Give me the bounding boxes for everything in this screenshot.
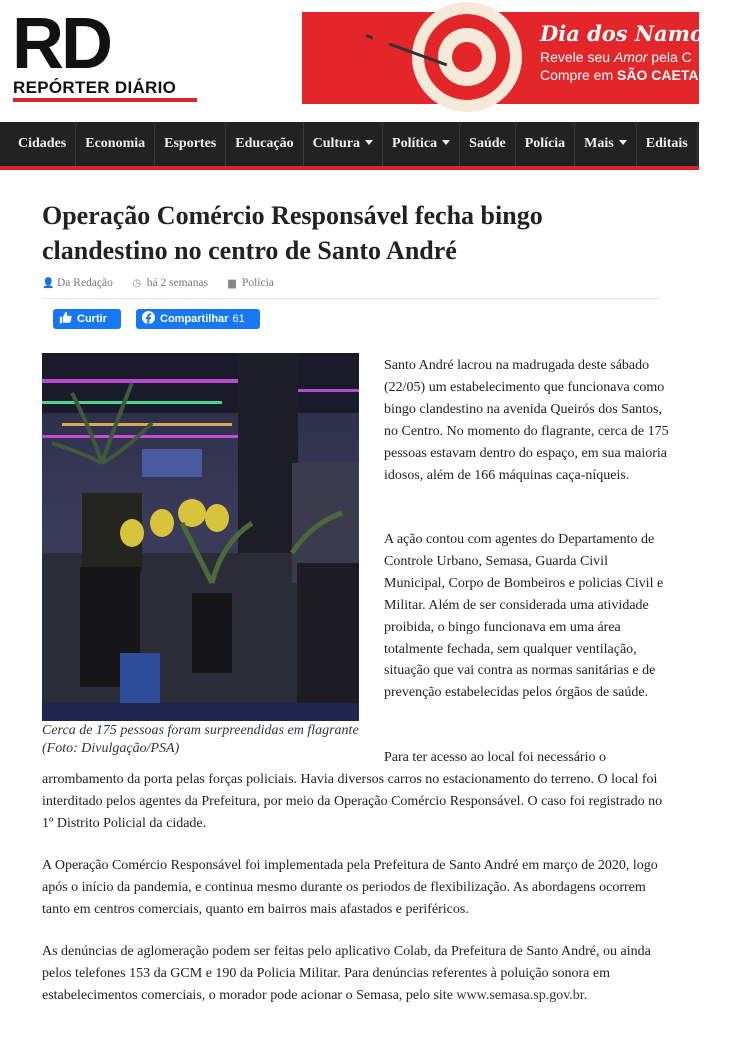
facebook-like-button[interactable]: Curtir — [53, 309, 121, 329]
nav-item-editais[interactable]: Editais — [637, 122, 698, 166]
site-logo[interactable] — [12, 4, 202, 106]
site-header — [0, 0, 729, 122]
ad-banner[interactable] — [302, 12, 729, 104]
meta-author[interactable]: 👤 Da Redação — [42, 277, 113, 289]
article-paragraph-4: A Operação Comércio Responsável foi implementada pela Prefeitura de Santo André em março de 2020, logo após o início da pandemia, e continua mesmo durante os periodos de flexibilização. As abordagens ocorrem tanto em centros comerciais, quanto em bairros mais afastados e periféricos. — [42, 858, 658, 917]
clock-icon: ◷ — [132, 278, 142, 289]
nav-item-politica[interactable]: Política — [383, 122, 460, 166]
article-paragraph-1: Santo André lacrou na madrugada deste sábado (22/05) um estabelecimento que funcionava como bingo clandestino na avenida Queirós dos Santos, no Centro. No momento do flagrante, cerca de 175 pessoas estavam dentro do espaço, em sua maioria idosos, além de 166 máquinas caça-níqueis. — [384, 358, 669, 483]
nav-item-educacao[interactable]: Educação — [226, 122, 303, 166]
meta-time: ◷ há 2 semanas — [132, 277, 209, 289]
nav-item-saude[interactable]: Saúde — [460, 122, 516, 166]
banner-text — [540, 20, 729, 84]
facebook-icon — [142, 311, 155, 324]
thumbs-up-icon — [59, 311, 72, 324]
article-paragraph-5: As denúncias de aglomeração podem ser feitas pelo aplicativo Colab, da Prefeitura de Santo André, ou ainda pelos telefones 153 da GCM e 190 da Policia Militar. Para denúncias referentes à poluição sonora em estabelecimentos comerciais, o morador pode acionar o Semasa, pelo site www.semasa.sp.gov.br. — [42, 944, 651, 1003]
article-paragraph-3-rest: arrombamento da porta pelas forças policiais. Havia diversos carros no estacionamento do terreno. O local foi interditado pelos agentes da Prefeitura, por meio da Operação Comércio Responsável. O caso foi registrado no 1º Distrito Policial da cidade. — [42, 772, 663, 831]
user-icon: 👤 — [42, 278, 55, 289]
meta-divider — [42, 298, 660, 299]
caret-down-icon — [619, 140, 627, 145]
banner-line-1: Revele seu Amor pela C — [540, 49, 692, 65]
logo-underline — [13, 98, 197, 102]
nav-item-mais[interactable]: Mais — [575, 122, 637, 166]
facebook-share-button[interactable]: Compartilhar 61 — [136, 309, 260, 329]
nav-item-economia[interactable]: Economia — [76, 122, 155, 166]
logo-mark: RD — [12, 4, 110, 84]
share-count: 61 — [232, 313, 245, 325]
banner-line-2: Compre em SÃO CAETA — [540, 67, 699, 83]
article-meta — [42, 277, 290, 295]
semasa-link[interactable]: www.semasa.sp.gov.br — [456, 988, 584, 1003]
banner-title: Dia dos Namora — [540, 21, 729, 46]
nav-item-cultura[interactable]: Cultura — [304, 122, 383, 166]
nav-item-esportes[interactable]: Esportes — [155, 122, 226, 166]
photo-caption: Cerca de 175 pessoas foram surpreendidas em flagrante (Foto: Divulgação/PSA) — [42, 723, 359, 756]
caret-down-icon — [365, 140, 373, 145]
article-paragraph-2: A ação contou com agentes do Departamento de Controle Urbano, Semasa, Guarda Civil Municipal, Corpo de Bombeiros e policias Civil e Militar. Além de ser considerada uma atividade proibida, o bingo funcionava em uma área totalmente fechada, sem qualquer ventilação, situação que vai contra as normas sanitárias e de prevenção estabelecidas pelos órgãos de saúde. — [384, 532, 664, 701]
article-paragraph-3-start: Para ter acesso ao local foi necessário o — [384, 750, 606, 765]
article-title: Operação Comércio Responsável fecha bingo clandestino no centro de Santo André — [42, 201, 543, 265]
bingo-hall-image — [42, 353, 359, 721]
caret-down-icon — [442, 140, 450, 145]
article-photo[interactable] — [42, 353, 359, 721]
heart-icon: ♥ — [370, 26, 396, 59]
meta-category[interactable]: ▆ Polícia — [228, 277, 274, 289]
nav-item-policia[interactable]: Polícia — [516, 122, 575, 166]
folder-icon: ▆ — [228, 278, 236, 289]
logo-wordmark: REPÓRTER DIÁRIO — [13, 78, 177, 97]
nav-item-cidades[interactable]: Cidades — [0, 122, 76, 166]
main-nav — [0, 122, 699, 170]
